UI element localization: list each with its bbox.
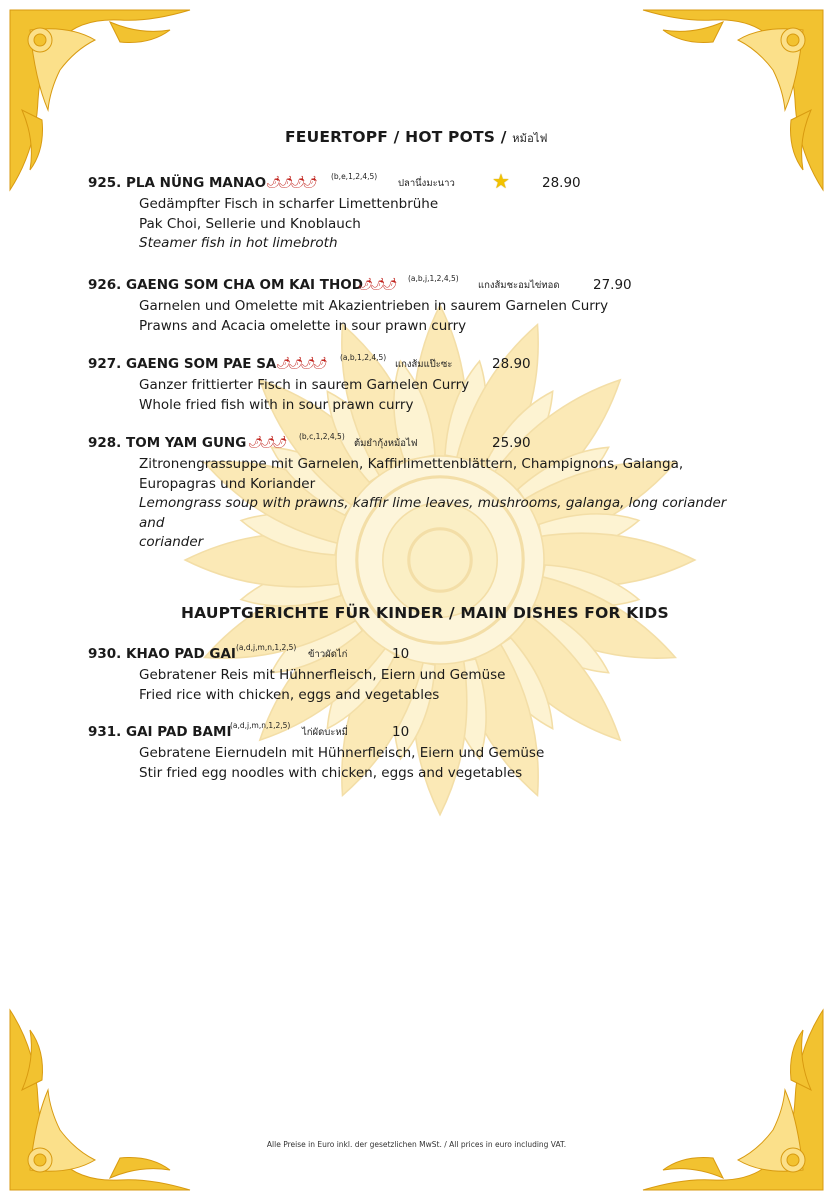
- section-title-text: FEUERTOPF / HOT POTS /: [285, 128, 513, 146]
- item-name: 925. PLA NÜNG MANAO: [88, 175, 267, 191]
- item-thai-name: ข้าวผัดไก่: [308, 649, 348, 660]
- item-thai-name: แกงส้มแป๊ะซะ: [395, 359, 453, 370]
- section-title-hot-pots: [285, 128, 548, 147]
- item-name: 927. GAENG SOM PAE SA: [88, 356, 277, 372]
- description-de: Gedämpfter Fisch in scharfer Limettenbrühe: [139, 196, 439, 212]
- section-title-thai: หม้อไฟ: [512, 132, 548, 145]
- item-thai-name: ไก่ผัดบะหมี่: [302, 727, 348, 738]
- price-footnote: Alle Preise in Euro inkl. der gesetzlichen MwSt. / All prices in euro including VAT.: [266, 1140, 567, 1149]
- star-icon: ★: [492, 169, 510, 193]
- description-de: Ganzer frittierter Fisch in saurem Garnelen Curry: [139, 377, 470, 393]
- item-description: [139, 376, 748, 415]
- allergen-codes: (a,b,1,2,4,5): [340, 353, 387, 362]
- chili-icon: 🌶🌶🌶🌶: [276, 356, 325, 370]
- item-description: [139, 666, 748, 705]
- item-description: [139, 744, 748, 783]
- menu-item: [88, 432, 748, 553]
- description-en: Fried rice with chicken, eggs and vegetables: [139, 686, 440, 703]
- item-description: [139, 297, 748, 336]
- item-price: 28.90: [492, 356, 531, 372]
- menu-item: [88, 353, 748, 415]
- item-name: 931. GAI PAD BAMI: [88, 724, 232, 740]
- description-de: Zitronengrassuppe mit Garnelen, Kaffirlimettenblättern, Champignons, Galanga,: [139, 456, 684, 472]
- allergen-codes: (a,d,j,m,n,1,2,5): [236, 643, 297, 652]
- section-title-kids: HAUPTGERICHTE FÜR KINDER / MAIN DISHES FOR KIDS: [181, 604, 669, 622]
- description-de: Pak Choi, Sellerie und Knoblauch: [139, 215, 361, 232]
- item-thai-name: ปลานึ่งมะนาว: [398, 178, 455, 189]
- item-name: 926. GAENG SOM CHA OM KAI THOD: [88, 277, 363, 293]
- item-price: 28.90: [542, 175, 581, 191]
- description-en: Steamer fish in hot limebroth: [139, 235, 338, 252]
- item-description: [139, 195, 748, 254]
- description-de: Garnelen und Omelette mit Akazientrieben in saurem Garnelen Curry: [139, 298, 609, 314]
- item-price: 10: [392, 646, 410, 662]
- item-name: 928. TOM YAM GUNG: [88, 435, 247, 451]
- description-en: Stir fried egg noodles with chicken, eggs and vegetables: [139, 764, 523, 781]
- chili-icon: 🌶🌶🌶: [248, 435, 285, 449]
- allergen-codes: (b,c,1,2,4,5): [299, 432, 345, 441]
- item-description: [139, 455, 748, 553]
- corner-ornament-icon: [0, 0, 200, 200]
- item-name: 930. KHAO PAD GAI: [88, 646, 236, 662]
- description-en: Lemongrass soup with prawns, kaffir lime leaves, mushrooms, galanga, long coriander and: [139, 495, 727, 531]
- description-de: Gebratener Reis mit Hühnerfleisch, Eiern und Gemüse: [139, 667, 506, 683]
- description-de: Europagras und Koriander: [139, 475, 316, 492]
- allergen-codes: (a,b,j,1,2,4,5): [408, 274, 459, 283]
- description-en: coriander: [139, 534, 204, 551]
- item-price: 10: [392, 724, 410, 740]
- allergen-codes: (a,d,j,m,n,1,2,5): [230, 721, 291, 730]
- allergen-codes: (b,e,1,2,4,5): [331, 172, 378, 181]
- menu-item: [88, 274, 748, 336]
- item-thai-name: แกงส้มชะอมไข่ทอด: [478, 280, 560, 291]
- description-en: Whole fried fish with in sour prawn curry: [139, 396, 414, 413]
- description-de: Gebratene Eiernudeln mit Hühnerfleisch, Eiern und Gemüse: [139, 745, 545, 761]
- corner-ornament-icon: [0, 1000, 200, 1200]
- menu-item: [88, 169, 748, 254]
- menu-item: [88, 721, 748, 783]
- description-en: Prawns and Acacia omelette in sour prawn curry: [139, 317, 467, 334]
- chili-icon: 🌶🌶🌶🌶: [266, 175, 315, 189]
- chili-icon: 🌶🌶🌶: [358, 277, 395, 291]
- item-price: 25.90: [492, 435, 531, 451]
- menu-item: [88, 643, 748, 705]
- corner-ornament-icon: [633, 0, 833, 200]
- item-price: 27.90: [593, 277, 632, 293]
- item-thai-name: ต้มยำกุ้งหม้อไฟ: [354, 438, 418, 449]
- corner-ornament-icon: [633, 1000, 833, 1200]
